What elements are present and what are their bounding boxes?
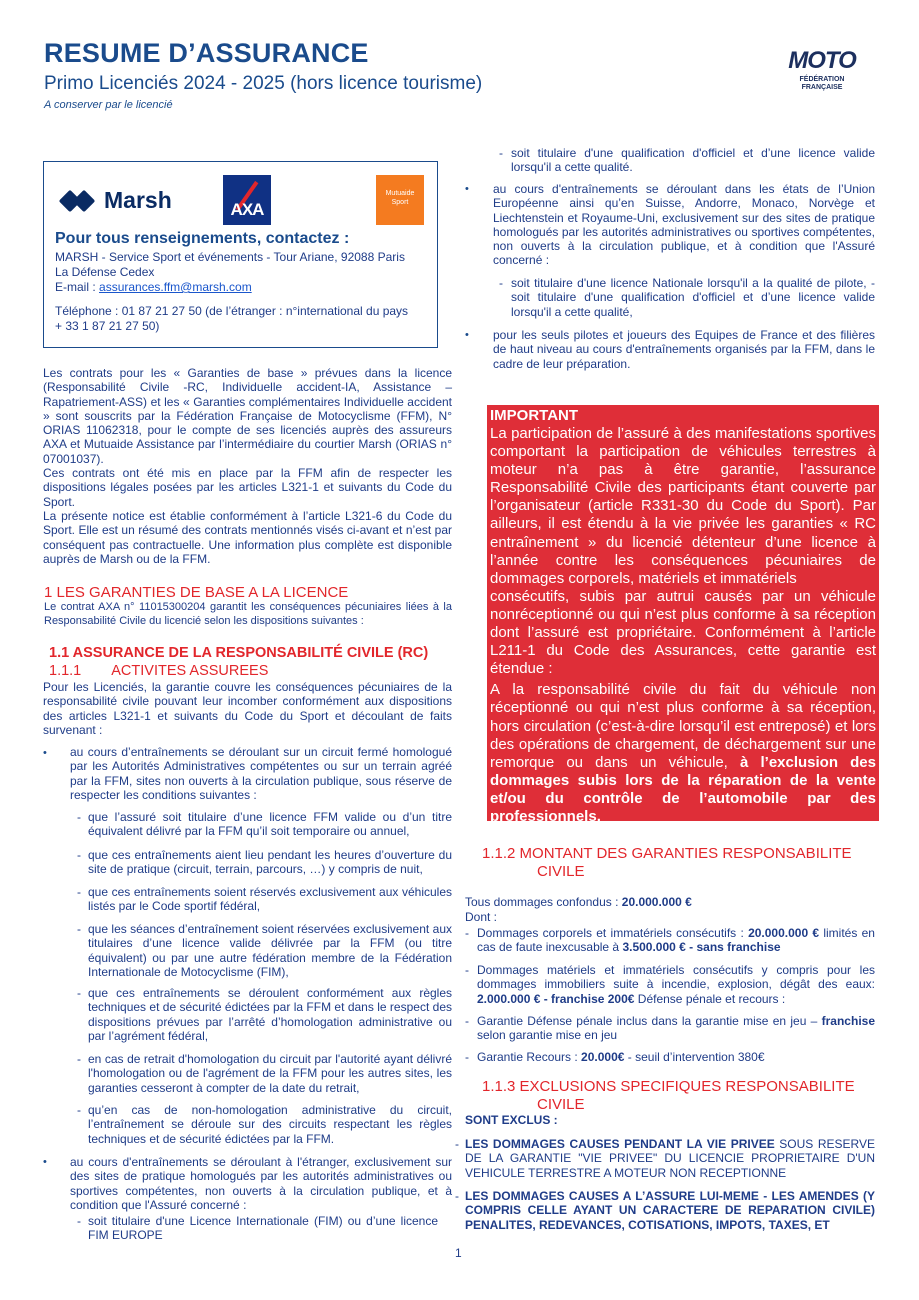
bullet-icon: • [465, 183, 469, 195]
dash-icon: - [499, 146, 503, 160]
axa-logo: AXA [223, 175, 271, 225]
dash-icon: - [499, 276, 503, 290]
section-1-1-3-heading: 1.1.3 EXCLUSIONS SPECIFIQUES RESPONSABILITE CIVILE [482, 1078, 855, 1113]
contact-email-line [55, 280, 252, 295]
intro-paragraph-3: La présente notice est établie conformément à l’article L321-6 du Code du Sport. Elle est un résumé des contrats mentionnés visés ci-avant et n’est par conséquent pas contractuelle. Une information plus complète est disponible auprès de Marsh ou de la FFM. [43, 509, 452, 566]
contact-box [43, 161, 438, 348]
guarantee-item-defense: Garantie Défense pénale inclus dans la garantie mise en jeu – franchise selon garantie mise en jeu [477, 1014, 875, 1043]
dash-icon: - [455, 1137, 459, 1151]
condition-item: soit titulaire d'une Licence Internationale (FIM) ou d’une licence FIM EUROPE [88, 1214, 438, 1243]
email-label: E-mail : [55, 280, 100, 294]
email-link[interactable]: assurances.ffm@marsh.com [99, 280, 252, 294]
dash-icon: - [77, 986, 81, 1000]
intro-paragraph-2: Ces contrats ont été mis en place par la FFM afin de respecter les dispositions légales posées par les articles L321-1 et suivants du Code du Sport. [43, 466, 452, 509]
dash-icon: - [77, 848, 81, 862]
guarantee-item-materiels: Dommages matériels et immatériels consécutifs y compris pour les dommages immobiliers suite à incendie, explosion, dégât des eaux: 2.000.000 € - franchise 200€ Défense pénale et recours : [477, 963, 875, 1006]
contact-address-line1: MARSH - Service Sport et événements - Tour Ariane, 92088 Paris [55, 250, 405, 264]
dash-icon: - [465, 1050, 469, 1064]
dash-icon: - [77, 1052, 81, 1066]
section-1-1-2-heading: 1.1.2 MONTANT DES GARANTIES RESPONSABILITE CIVILE [482, 845, 852, 880]
dash-icon: - [77, 810, 81, 824]
condition-item: que les séances d’entraînement soient réservées exclusivement aux titulaires d’une licence valide délivrée par la FFM (ou titre équivalent) ou par une autre fédération membre de la Fédération Internationale de Motocyclisme (FIM), [88, 922, 452, 979]
important-paragraph-1: La participation de l’assuré à des manifestations sportives comportant la participation de véhicules terrestres à moteur n’a pas à être garantie, l’assurance Responsabilité Civile des participants étant couverte par l’organisateur (article R331-30 du Code du Sport). Par ailleurs, il est étendu à la vie privée les garanties « RC entraînement » du licencié détenteur d’une licence à l’année contre les conséquences pécuniaires de dommages corporels, matériels et immatériels [490, 425, 876, 587]
condition-item: soit titulaire d'une qualification d'officiel et d’une licence valide lorsqu'il a cette qualité. [511, 146, 875, 175]
condition-item: que ces entraînements se déroulent conformément aux règles techniques et de sécurité édictées par la FFM et dans le respect des dispositions prévues par l’arrêté d’homologation administrative ou par l’agrément fédéral, [88, 986, 452, 1043]
marsh-logo: Marsh [62, 186, 172, 216]
contact-address-line2: La Défense Cedex [55, 265, 155, 279]
exclusions-heading: SONT EXCLUS : [465, 1113, 558, 1127]
bullet-training-europe: au cours d'entraînements se déroulant dans les états de l’Union Européenne ainsi qu’en Suisse, Andorre, Monaco, Norvège et Liechtenstein et Royaume-Uni, exclusivement sur des sites de pratique homologués par les autorités administratives ou sportives compétentes, non ouverts à la circulation publique, et à condition que l'Assuré concerné : [493, 182, 875, 268]
section-1-1-heading: 1.1 ASSURANCE DE LA RESPONSABILITÉ CIVILE (RC) [49, 645, 429, 661]
bullet-icon: • [465, 329, 469, 341]
exclusion-item-vie-privee: LES DOMMAGES CAUSES PENDANT LA VIE PRIVEE SOUS RESERVE DE LA GARANTIE "VIE PRIVEE" DU LICENCIE PROPRIETAIRE D'UN VEHICULE TERRESTRE A MOTEUR NON RECEPTIONNE [465, 1137, 875, 1180]
page-title: RESUME D’ASSURANCE [44, 38, 369, 68]
dash-icon: - [77, 885, 81, 899]
section-1-1-1-heading: 1.1.1 ACTIVITES ASSUREES [49, 663, 269, 679]
exclusion-item-assure: LES DOMMAGES CAUSES A L’ASSURE LUI-MEME - LES AMENDES (Y COMPRIS CELLE AYANT UN CARACTERE DE REPARATION CIVILE) PENALITES, REDEVANCES, COTISATIONS, IMPOTS, TAXES, ET [465, 1189, 875, 1232]
page-note: A conserver par le licencié [44, 99, 173, 111]
condition-item: soit titulaire d'une licence Nationale lorsqu'il a la qualité de pilote, - soit titulaire d'une qualification d'officiel et d’une licence valide lorsqu'il a cette qualité, [511, 276, 875, 319]
condition-item: que ces entraînements aient lieu pendant les heures d’ouverture du site de pratique (circuit, terrain, parcours, …) y compris de nuit, [88, 848, 452, 877]
contact-phone-line1: Téléphone : 01 87 21 27 50 (de l’étranger : n°international du pays [55, 304, 409, 318]
mutuaide-logo: Mutuaide Sport [376, 175, 424, 225]
dash-icon: - [455, 1189, 459, 1203]
condition-item: en cas de retrait d'homologation du circuit par l'autorité ayant délivré l'homologation ou de l'agrément de la FFM pour les autres sites, les garanties cesseront à compter de la date du retrait, [88, 1052, 452, 1095]
dash-icon: - [77, 1103, 81, 1117]
total-guarantee: Tous dommages confondus : 20.000.000 € [465, 895, 692, 909]
bullet-training-circuit: au cours d’entraînements se déroulant sur un circuit fermé homologué par les Autorités Administratives compétentes ou sur un terrain agréé par la FFM, sites non ouverts à la circulation publique, sous réserve de respecter les conditions suivantes : [70, 745, 452, 802]
important-heading: IMPORTANT [490, 407, 579, 424]
guarantee-item-corporels: Dommages corporels et immatériels consécutifs : 20.000.000 € limités en cas de faute inexcusable à 3.500.000 € - sans franchise [477, 926, 875, 955]
important-paragraph-2: consécutifs, subis par autrui causés par un véhicule nonréceptionné ou qui n’est plus conforme à sa réception dont l’assuré est propriétaire. Conformément à l’article L211-1 du Code des Assurances, cette garantie est étendue : [490, 587, 876, 678]
section-1-1-1-text: Pour les Licenciés, la garantie couvre les conséquences pécuniaires de la responsabilité civile pouvant leur incomber conformément aux dispositions des articles L321-1 et suivants du Code du Sport et découlant de faits survenant : [43, 680, 452, 737]
guarantee-item-recours: Garantie Recours : 20.000€ - seuil d’intervention 380€ [477, 1050, 765, 1064]
condition-item: qu’en cas de non-homologation administrative du circuit, l’entraînement se déroule sur des circuits respectant les règles techniques et de sécurité édictées par la FFM. [88, 1103, 452, 1146]
page-number: 1 [455, 1246, 462, 1260]
ffm-logo: MOTO FÉDÉRATION FRANÇAISE [788, 47, 856, 91]
dash-icon: - [465, 963, 469, 977]
bullet-training-abroad: au cours d'entraînements se déroulant à l'étranger, exclusivement sur des sites de pratique homologués par les autorités administratives ou sportives compétentes, non ouverts à la circulation publique, et à condition que l'Assuré concerné : [70, 1155, 452, 1212]
dash-icon: - [77, 922, 81, 936]
bullet-icon: • [43, 747, 47, 759]
dont-label: Dont : [465, 910, 498, 924]
section-1-heading: 1 LES GARANTIES DE BASE A LA LICENCE [44, 584, 349, 601]
dash-icon: - [77, 1214, 81, 1228]
dash-icon: - [465, 1014, 469, 1028]
contact-phone-line2: + 33 1 87 21 27 50) [55, 319, 160, 333]
dash-icon: - [465, 926, 469, 940]
intro-paragraph-1: Les contrats pour les « Garanties de base » prévues dans la licence (Responsabilité Civile -RC, Individuelle accident-IA, Assistance – Rapatriement-ASS) et les « Garanties complémentaires Individuelle accident » sont souscrits par la Fédération Française de Motocyclisme (FFM), N° ORIAS 11062318, pour le compte de ses licenciés auprès des assureurs AXA et Mutuaide Assistance par l’intermédiaire du courtier Marsh (ORIAS n° 07001037). [43, 366, 452, 466]
contact-heading: Pour tous renseignements, contactez : [55, 230, 350, 247]
condition-item: que ces entraînements soient réservés exclusivement aux véhicules listés par le Code sportif fédéral, [88, 885, 452, 914]
bullet-icon: • [43, 1156, 47, 1168]
section-1-text: Le contrat AXA n° 11015300204 garantit les conséquences pécuniaires liées à la Responsabilité Civile du licencié selon les dispositions suivantes : [44, 601, 452, 627]
bullet-equipes-de-france: pour les seuls pilotes et joueurs des Equipes de France et des filières de haut niveau au cours d'entraînements organisés par la FFM, dans le cadre de leur préparation. [493, 328, 875, 371]
important-paragraph-3: A la responsabilité civile du fait du véhicule non réceptionné ou qui n’est plus conforme à sa réception, hors circulation (c’est-à-dire lorsqu’il est entreposé) et lors des opérations de chargement, de déchargement sur une remorque ou dans un véhicule, à l’exclusion des dommages subis lors de la réparation de la vente et/ou du contrôle de l’automobile par des professionnels. [490, 681, 876, 825]
page-subtitle: Primo Licenciés 2024 - 2025 (hors licence tourisme) [44, 73, 483, 94]
important-notice-box [487, 405, 879, 825]
condition-item: que l’assuré soit titulaire d’une licence FFM valide ou d’un titre équivalent délivré par la FFM qu’il soit temporaire ou annuel, [88, 810, 452, 839]
